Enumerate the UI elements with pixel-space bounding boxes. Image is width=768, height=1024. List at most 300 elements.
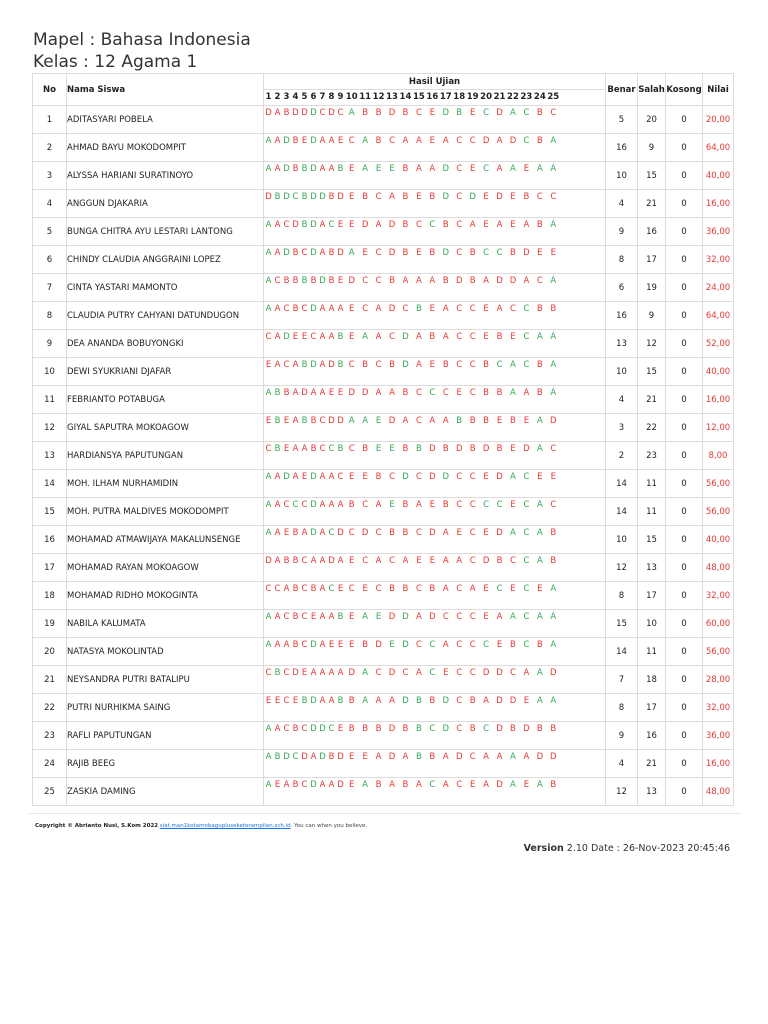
table-row [33,778,734,806]
answer-list [264,414,606,442]
answer-letter: C [301,612,308,622]
answer-letter: B [337,444,344,454]
answer-letter: B [362,640,369,650]
empty-count: 0 [666,638,703,666]
correct-count: 5 [606,106,638,134]
answer-letter: D [310,304,317,314]
answer-letter: A [319,388,326,398]
answer-letter: C [496,248,503,258]
answer-letter: C [292,500,299,510]
answer-letter: B [301,360,308,370]
answer-letter: E [483,528,489,538]
student-name: MOH. PUTRA MALDIVES MOKODOMPIT [67,498,264,526]
answer-letter: A [319,360,326,370]
answer-letter: A [389,388,395,398]
answer-letter: C [469,360,476,370]
score-value: 8,00 [703,442,734,470]
answer-letter: E [292,332,299,342]
wrong-count: 17 [638,582,666,610]
row-no: 16 [33,526,67,554]
answer-letter: A [536,500,543,510]
answer-letter: B [469,724,476,734]
answer-letter: C [456,332,463,342]
answer-letter: E [389,640,395,650]
answer-letter: A [310,556,317,566]
answer-letter: A [510,528,516,538]
site-link[interactable]: siat.man1kotamobagupluseketerampilan.sch.id [159,823,291,829]
answer-letter: A [265,220,272,230]
answer-letter: C [456,696,463,706]
wrong-count: 16 [638,218,666,246]
answer-letter: A [274,164,281,174]
answer-letter: D [482,668,490,678]
empty-count: 0 [666,246,703,274]
answer-letter: D [388,724,396,734]
answer-letter: A [536,556,543,566]
answer-letter: B [328,248,335,258]
answer-letter: A [265,164,272,174]
answer-letter: E [523,696,530,706]
answer-letter: C [496,584,503,594]
answer-letter: E [362,472,368,482]
answer-letter: D [283,192,290,202]
answer-letter: B [496,332,503,342]
answer-letter: D [361,388,369,398]
answer-letter: E [337,220,344,230]
answer-letter: A [415,360,422,370]
answer-letter: A [550,360,557,370]
answer-letter: A [442,332,449,342]
answer-letter: C [301,584,308,594]
answer-letter: C [469,472,476,482]
answer-letter: B [415,696,422,706]
answer-letter: E [349,304,355,314]
answer-letter: D [402,696,409,706]
answer-letter: A [536,528,543,538]
answer-letter: A [536,612,543,622]
answer-letter: A [319,304,326,314]
answer-letter: D [319,192,326,202]
correct-count: 8 [606,582,638,610]
answer-letter: B [429,752,436,762]
answer-letter: A [496,612,503,622]
answer-letter: D [429,444,436,454]
answer-list [264,582,606,610]
answer-list [264,638,606,666]
answer-letter: C [429,388,436,398]
correct-count: 16 [606,302,638,330]
answer-letter: C [536,276,543,286]
answer-letter: E [349,192,355,202]
answer-letter: D [442,108,450,118]
row-no: 23 [33,722,67,750]
answer-letter: C [523,584,530,594]
answer-letter: B [456,416,463,426]
answer-letters [264,302,605,329]
answer-letter: B [442,500,449,510]
answer-letter: A [328,164,335,174]
row-no: 18 [33,582,67,610]
answer-letter: D [496,696,503,706]
student-name: NABILA KALUMATA [67,610,264,638]
answer-letter: D [328,108,335,118]
empty-count: 0 [666,218,703,246]
answer-letter: B [415,304,422,314]
answer-letters [264,106,605,133]
answer-letter: E [274,696,281,706]
answer-letter: B [292,612,299,622]
answer-letter: B [536,220,543,230]
answer-letter: A [274,612,281,622]
answer-letter: A [415,612,422,622]
row-no: 17 [33,554,67,582]
answer-letter: E [337,136,344,146]
answer-letter: D [496,528,503,538]
answer-letter: C [429,640,436,650]
answer-letter: B [348,500,355,510]
correct-count: 3 [606,414,638,442]
answer-letters [264,554,605,581]
answer-letter: C [319,444,326,454]
answer-letter: C [301,556,308,566]
answer-letter: E [416,192,422,202]
question-number: 25 [547,92,560,102]
table-row [33,162,734,190]
table-row [33,750,734,778]
answer-letter: B [402,248,409,258]
table-row [33,330,734,358]
answer-letter: B [415,752,422,762]
subject-title: Mapel : Bahasa Indonesia [33,30,251,50]
question-number: 11 [359,92,372,102]
copyright-text: Copyright © Abrianto Nusi, S.Kom 2022 [35,823,159,829]
answer-letters [264,722,605,749]
answer-letter: C [469,528,476,538]
answer-letter: E [301,472,308,482]
answer-letter: E [274,780,281,790]
answer-letter: E [283,416,290,426]
answer-letter: A [523,752,530,762]
answer-letter: C [469,388,476,398]
question-number: 7 [319,92,326,102]
answer-letter: E [496,640,503,650]
answer-letters [264,218,605,245]
answer-letter: B [274,192,281,202]
answer-letter: B [362,724,369,734]
answer-list [264,750,606,778]
answer-letter: C [550,108,557,118]
answer-letters [264,582,605,609]
answer-letter: D [265,192,272,202]
answer-letter: D [402,612,409,622]
answer-letter: C [375,276,382,286]
answer-letter: B [337,360,344,370]
answer-letter: A [319,136,326,146]
score-value: 56,00 [703,470,734,498]
answer-letter: C [415,388,422,398]
answer-list [264,386,606,414]
answer-letter: C [283,612,290,622]
correct-count: 6 [606,274,638,302]
answer-letter: A [274,556,281,566]
answer-letters [264,470,605,497]
table-row [33,386,734,414]
answer-letter: C [362,304,369,314]
answer-list [264,526,606,554]
answer-letter: A [265,724,272,734]
answer-letter: A [375,752,382,762]
answer-letters [264,246,605,273]
header-results: Hasil Ujian [264,74,606,90]
answer-letter: C [337,472,344,482]
answer-list [264,330,606,358]
score-value: 64,00 [703,302,734,330]
answer-letter: B [550,556,557,566]
answer-letter: C [483,164,490,174]
answer-letters [264,274,605,301]
answer-letter: D [388,612,396,622]
answer-letter: E [265,696,272,706]
answer-letter: D [429,612,436,622]
answer-letter: D [442,192,450,202]
wrong-count: 12 [638,330,666,358]
answer-letter: D [348,276,355,286]
student-name: ANGGUN DJAKARIA [67,190,264,218]
answer-letter: B [415,724,422,734]
row-no: 9 [33,330,67,358]
row-no: 19 [33,610,67,638]
version-label: Version [523,843,564,854]
answer-letter: A [389,696,395,706]
row-no: 25 [33,778,67,806]
table-row [33,302,734,330]
answer-letter: D [496,472,503,482]
answer-letter: B [510,724,516,734]
student-name: NEYSANDRA PUTRI BATALIPU [67,666,264,694]
answer-letter: D [301,388,308,398]
answer-letter: E [510,444,516,454]
answer-letter: B [402,584,409,594]
answer-letter: E [429,136,436,146]
table-row [33,106,734,134]
answer-letter: E [510,220,516,230]
answer-letter: A [265,304,272,314]
answer-letter: B [429,332,436,342]
answer-letter: D [388,752,396,762]
answer-letter: B [274,444,281,454]
answer-letter: A [402,136,409,146]
header-name: Nama Siswa [67,74,264,106]
student-name: ALYSSA HARIANI SURATINOYO [67,162,264,190]
answer-letter: A [274,304,281,314]
answer-letter: A [442,416,449,426]
answer-letter: E [337,640,344,650]
answer-letter: D [292,220,299,230]
answer-letter: B [536,388,543,398]
answer-letter: C [301,640,308,650]
answer-letter: C [375,528,382,538]
answer-letter: A [265,780,272,790]
wrong-count: 13 [638,554,666,582]
answer-letter: E [483,304,489,314]
answer-letter: E [375,416,382,426]
answer-letter: A [337,500,344,510]
answer-letter: D [482,136,490,146]
wrong-count: 16 [638,722,666,750]
answer-letter: C [301,304,308,314]
score-value: 60,00 [703,610,734,638]
answer-letter: E [389,444,395,454]
answer-letter: A [483,752,489,762]
wrong-count: 10 [638,610,666,638]
answer-letter: D [328,556,335,566]
empty-count: 0 [666,722,703,750]
answer-letter: E [510,332,516,342]
answer-letter: C [292,192,299,202]
correct-count: 16 [606,134,638,162]
answer-letter: C [283,696,290,706]
answer-letter: B [375,724,382,734]
question-number: 12 [372,92,385,102]
answer-letter: B [310,584,317,594]
answer-letter: A [274,360,281,370]
answer-letter: D [337,248,344,258]
answer-letter: A [274,108,281,118]
answer-letter: A [274,472,281,482]
answer-letter: C [415,640,422,650]
empty-count: 0 [666,750,703,778]
answer-letter: B [402,780,409,790]
answer-letter: A [402,276,409,286]
answer-letter: C [301,500,308,510]
empty-count: 0 [666,330,703,358]
answer-letter: B [283,556,290,566]
answer-letter: A [510,780,516,790]
answer-letter: E [416,248,422,258]
correct-count: 2 [606,442,638,470]
answer-letter: C [456,304,463,314]
answer-letter: B [389,276,395,286]
answer-letter: C [456,500,463,510]
score-value: 40,00 [703,162,734,190]
answer-letter: C [456,192,463,202]
answer-letter: D [469,192,476,202]
answer-letter: B [469,276,476,286]
wrong-count: 19 [638,274,666,302]
header-empty: Kosong [666,74,703,106]
answer-letter: A [301,444,308,454]
answer-letter: A [415,668,422,678]
answer-letter: B [550,780,557,790]
answer-letter: B [536,108,543,118]
answer-letter: A [319,668,326,678]
answer-letter: C [469,556,476,566]
answer-letter: B [362,192,369,202]
answer-letter: A [415,136,422,146]
answer-letter: D [388,668,396,678]
row-no: 12 [33,414,67,442]
answer-letter: C [456,220,463,230]
question-number: 2 [274,92,281,102]
answer-letter: C [375,668,382,678]
wrong-count: 20 [638,106,666,134]
answer-letter: D [496,668,503,678]
table-row [33,358,734,386]
row-no: 15 [33,498,67,526]
answer-letter: B [292,556,299,566]
answer-letter: A [375,556,382,566]
answer-letter: C [510,304,516,314]
answer-letter: A [274,332,281,342]
answer-letter: B [402,192,409,202]
answer-letter: B [402,220,409,230]
answer-letter: E [537,472,543,482]
answer-letter: A [550,696,557,706]
answer-letter: B [362,360,369,370]
answer-letter: A [274,220,281,230]
student-name: BUNGA CHITRA AYU LESTARI LANTONG [67,218,264,246]
answer-list [264,134,606,162]
answer-letter: B [362,444,369,454]
answer-letter: C [375,248,382,258]
answer-letter: C [456,780,463,790]
answer-letter: A [362,780,369,790]
answer-letter: A [415,780,422,790]
answer-letter: B [442,220,449,230]
wrong-count: 15 [638,526,666,554]
answer-letter: B [328,276,335,286]
answer-letter: A [375,500,382,510]
answer-letter: C [301,248,308,258]
answer-letter: B [328,752,335,762]
answer-list [264,722,606,750]
answer-letter: A [301,528,308,538]
answer-letter: B [292,136,299,146]
answer-letter: B [301,416,308,426]
answer-letter: A [337,304,344,314]
answer-letter: A [265,388,272,398]
answer-letter: E [523,416,530,426]
table-row [33,274,734,302]
answer-letter: E [349,780,355,790]
answer-letter: B [292,248,299,258]
answer-letter: C [402,668,409,678]
answer-letter: E [429,304,436,314]
wrong-count: 17 [638,694,666,722]
score-value: 56,00 [703,638,734,666]
answer-letter: C [402,304,409,314]
answer-letter: A [274,500,281,510]
answer-letter: E [389,164,395,174]
answer-letter: D [265,108,272,118]
answer-letter: A [362,696,369,706]
answer-letter: C [429,220,436,230]
results-table [32,73,734,806]
correct-count: 8 [606,694,638,722]
answer-letter: A [523,388,530,398]
answer-letter: A [442,584,449,594]
answer-letter: C [362,276,369,286]
answer-letter: C [415,416,422,426]
wrong-count: 23 [638,442,666,470]
answer-letter: B [283,108,290,118]
answer-letter: B [375,472,382,482]
answer-letter: C [469,500,476,510]
answer-letters [264,638,605,665]
answer-letter: E [537,248,543,258]
answer-letter: C [415,584,422,594]
answer-letter: A [550,332,557,342]
